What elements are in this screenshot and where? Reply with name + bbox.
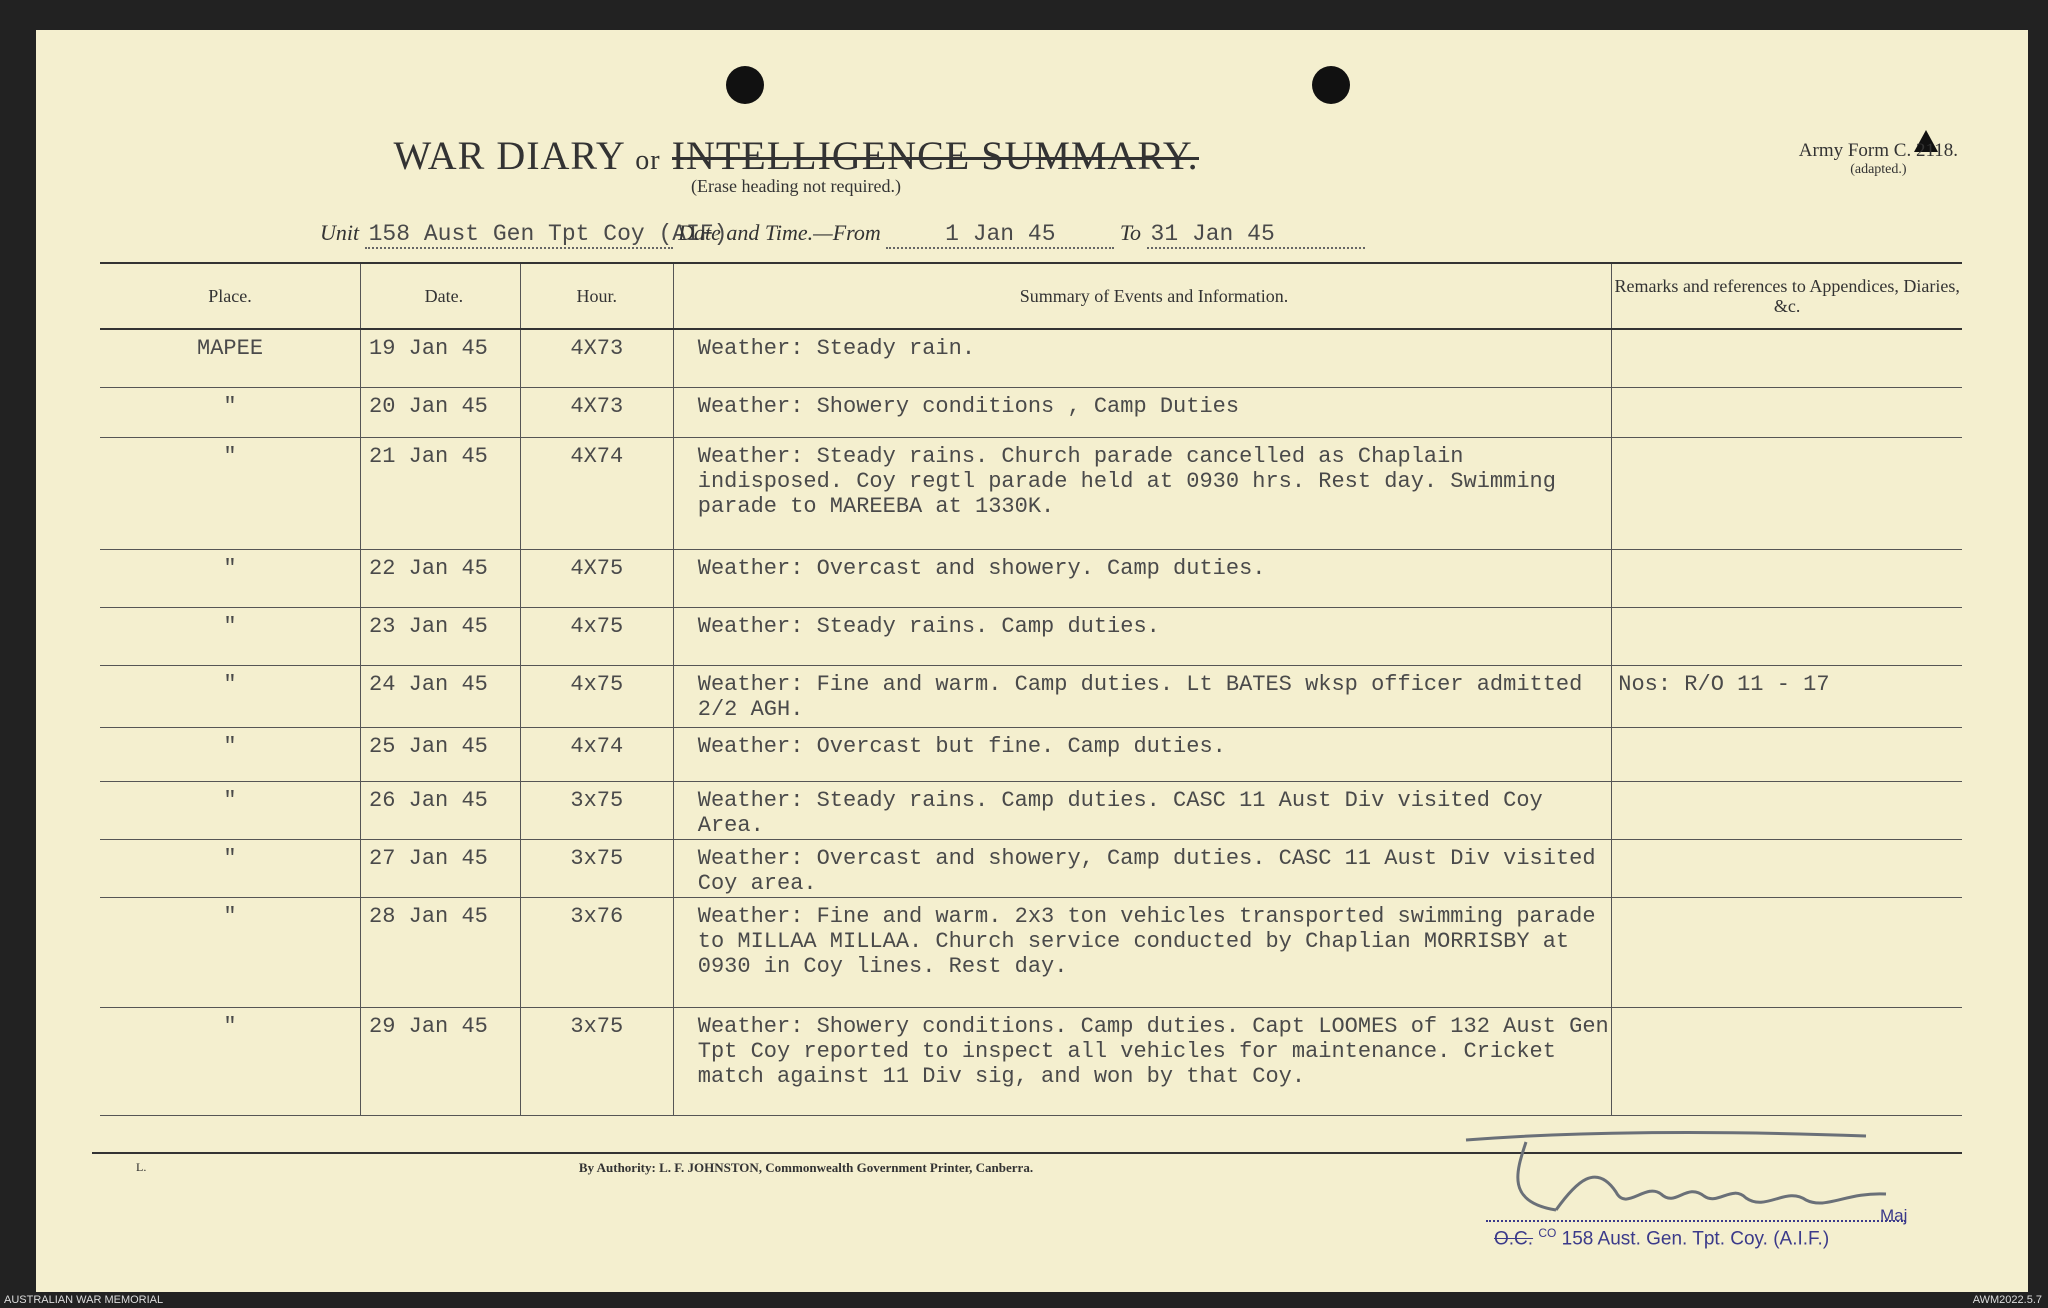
cell-summary: Weather: Steady rain. [673, 329, 1612, 387]
cell-hour: 4x75 [520, 607, 673, 665]
cell-date: 26 Jan 45 [361, 781, 521, 839]
to-date-value: 31 Jan 45 [1147, 221, 1365, 249]
cell-summary: Weather: Steady rains. Church parade cancelled as Chaplain indisposed. Coy regtl parade held at 0930 hrs. Rest day. Swimming parade to MAREEBA at 1330K. [673, 437, 1612, 549]
cell-hour: 3x75 [520, 1007, 673, 1115]
cell-hour: 4x74 [520, 727, 673, 781]
table-row [100, 897, 1962, 1007]
cell-summary: Weather: Steady rains. Camp duties. [673, 607, 1612, 665]
unit-value: 158 Aust Gen Tpt Coy (AIF) [365, 221, 673, 249]
cell-remarks [1612, 839, 1962, 897]
war-diary-page [36, 30, 2028, 1292]
from-date-value: 1 Jan 45 [886, 221, 1114, 249]
table-row [100, 781, 1962, 839]
unit-stamp [1494, 1226, 1829, 1250]
table-row [100, 727, 1962, 781]
title-or: or [635, 145, 661, 176]
signature-dotted-line [1486, 1220, 1906, 1222]
cell-summary: Weather: Fine and warm. Camp duties. Lt BATES wksp officer admitted 2/2 AGH. [673, 665, 1612, 727]
table-row [100, 607, 1962, 665]
table-row [100, 437, 1962, 549]
cell-place: " [100, 897, 361, 1007]
cell-place: " [100, 549, 361, 607]
cell-hour: 4X74 [520, 437, 673, 549]
to-label: To [1119, 220, 1142, 245]
diary-body [100, 329, 1962, 1115]
signature-icon [1446, 1122, 1946, 1232]
cell-remarks [1612, 781, 1962, 839]
column-header-date: Date. [361, 263, 521, 329]
cell-remarks [1612, 387, 1962, 437]
cell-date: 22 Jan 45 [361, 549, 521, 607]
awm-catalogue-number: AWM2022.5.7 [1972, 1294, 2042, 1306]
stamp-unit-name: 158 Aust. Gen. Tpt. Coy. (A.I.F.) [1561, 1228, 1830, 1250]
cell-remarks [1612, 437, 1962, 549]
cell-place: " [100, 437, 361, 549]
cell-summary: Weather: Overcast and showery, Camp duties. CASC 11 Aust Div visited Coy area. [673, 839, 1612, 897]
column-header-hour: Hour. [520, 263, 673, 329]
table-row [100, 329, 1962, 387]
cell-summary: Weather: Showery conditions , Camp Duties [673, 387, 1612, 437]
table-row [100, 1007, 1962, 1115]
column-header-remarks: Remarks and references to Appendices, Diaries, &c. [1612, 263, 1962, 329]
cell-date: 21 Jan 45 [361, 437, 521, 549]
punch-hole-right [1312, 66, 1350, 104]
cell-remarks: Nos: R/O 11 - 17 [1612, 665, 1962, 727]
stamp-co-handwritten: CO [1538, 1226, 1557, 1240]
army-form-number: Army Form C. 2118. [1798, 140, 1958, 161]
cell-place: " [100, 839, 361, 897]
stamp-oc-struck: O.C. [1494, 1228, 1534, 1250]
unit-line [320, 220, 1365, 249]
cell-place: " [100, 727, 361, 781]
cell-remarks [1612, 1007, 1962, 1115]
cell-hour: 4X73 [520, 387, 673, 437]
cell-hour: 3x75 [520, 839, 673, 897]
page-title [36, 132, 1556, 179]
army-form-label [1799, 140, 1958, 178]
table-row [100, 387, 1962, 437]
cell-summary: Weather: Steady rains. Camp duties. CASC 11 Aust Div visited Coy Area. [673, 781, 1612, 839]
cell-place: " [100, 665, 361, 727]
cell-date: 25 Jan 45 [361, 727, 521, 781]
table-row [100, 665, 1962, 727]
cell-date: 29 Jan 45 [361, 1007, 521, 1115]
cell-summary: Weather: Fine and warm. 2x3 ton vehicles transported swimming parade to MILLAA MILLAA. Church service conducted by Chaplian MORRISBY at 0930 in Coy lines. Rest day. [673, 897, 1612, 1007]
table-header-row [100, 263, 1962, 329]
cell-summary: Weather: Overcast but fine. Camp duties. [673, 727, 1612, 781]
title-struck-summary: INTELLIGENCE SUMMARY. [671, 133, 1199, 178]
cell-date: 19 Jan 45 [361, 329, 521, 387]
footer-l-mark: L. [136, 1160, 147, 1174]
cell-summary: Weather: Overcast and showery. Camp duties. [673, 549, 1612, 607]
awm-watermark-left: AUSTRALIAN WAR MEMORIAL [4, 1294, 164, 1306]
cell-hour: 4X75 [520, 549, 673, 607]
cell-place: MAPEE [100, 329, 361, 387]
cell-remarks [1612, 549, 1962, 607]
cell-remarks [1612, 607, 1962, 665]
cell-remarks [1612, 329, 1962, 387]
cell-date: 20 Jan 45 [361, 387, 521, 437]
cell-hour: 3x75 [520, 781, 673, 839]
unit-label: Unit [320, 220, 360, 245]
punch-hole-left [726, 66, 764, 104]
cell-place: " [100, 607, 361, 665]
cell-date: 24 Jan 45 [361, 665, 521, 727]
cell-date: 27 Jan 45 [361, 839, 521, 897]
cell-place: " [100, 781, 361, 839]
cell-remarks [1612, 897, 1962, 1007]
cell-place: " [100, 1007, 361, 1115]
cell-date: 23 Jan 45 [361, 607, 521, 665]
table-row [100, 839, 1962, 897]
cell-date: 28 Jan 45 [361, 897, 521, 1007]
cell-hour: 4X73 [520, 329, 673, 387]
diary-table [100, 262, 1962, 1116]
cell-hour: 3x76 [520, 897, 673, 1007]
column-header-summary: Summary of Events and Information. [673, 263, 1612, 329]
army-form-adapted: (adapted.) [1850, 162, 1907, 177]
signature-rank: Maj [1880, 1206, 1908, 1225]
column-header-place: Place. [100, 263, 361, 329]
cell-summary: Weather: Showery conditions. Camp duties. Capt LOOMES of 132 Aust Gen Tpt Coy reported to inspect all vehicles for maintenance. Cricket match against 11 Div sig, and won by that Coy. [673, 1007, 1612, 1115]
cell-remarks [1612, 727, 1962, 781]
cell-hour: 4x75 [520, 665, 673, 727]
erase-note: (Erase heading not required.) [691, 176, 901, 196]
title-war-diary: WAR DIARY [393, 133, 625, 178]
printer-authority: By Authority: L. F. JOHNSTON, Commonwealth Government Printer, Canberra. [578, 1160, 1034, 1175]
cell-place: " [100, 387, 361, 437]
table-row [100, 549, 1962, 607]
date-time-label: Date and Time.—From [678, 220, 881, 245]
